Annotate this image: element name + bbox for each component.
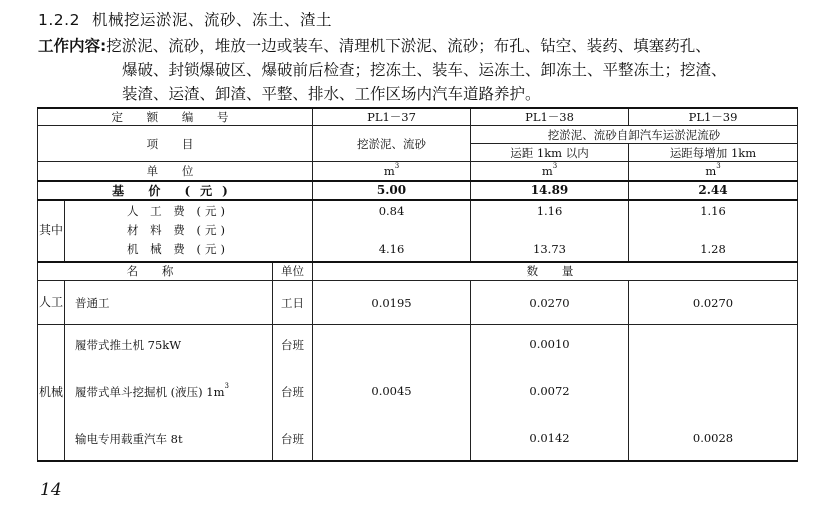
code-pl1-38: PL1－38 xyxy=(471,108,629,126)
quantity-header: 数 量 xyxy=(313,262,798,281)
costs-pl1-39: 1.16 1.28 xyxy=(629,200,798,262)
item-label: 项 目 xyxy=(38,126,313,162)
costs-pl1-38: 1.16 13.73 xyxy=(471,200,629,262)
section-title: 机械挖运淤泥、流砂、冻土、渣土 xyxy=(91,11,332,29)
machine-section-label: 机械 xyxy=(38,325,65,461)
cost-labels xyxy=(65,200,313,262)
costs-pl1-37: 0.84 4.16 xyxy=(313,200,471,262)
quota-table xyxy=(37,107,798,462)
section-number: 1.2.2 xyxy=(38,11,80,29)
labor-qty-pl1-37: 0.0195 xyxy=(313,281,471,325)
machine-qty-pl1-39: 0.0028 xyxy=(629,325,798,461)
code-pl1-37: PL1－37 xyxy=(313,108,471,126)
base-price-label: 基 价 (元) xyxy=(38,181,313,200)
work-content-line-1: 挖淤泥、流砂，堆放一边或装车、清理机下淤泥、流砂；布孔、钻空、装药、填塞药孔、 xyxy=(106,37,711,55)
name-header: 名 称 xyxy=(38,262,273,281)
material-cost-label: 材 料 费 (元) xyxy=(127,223,229,237)
machine-qty-pl1-38: 0.0010 0.0072 0.0142 xyxy=(471,325,629,461)
work-content-line-2: 爆破、封锁爆破区、爆破前后检查；挖冻土、装车、运冻土、卸冻土、平整冻土；挖渣、 xyxy=(122,61,727,79)
section-heading xyxy=(38,8,332,30)
unit-col-header: 单位 xyxy=(273,262,313,281)
among-label: 其中 xyxy=(38,200,65,262)
labor-item-name: 普通工 xyxy=(65,281,273,325)
unit-pl1-39: $m^3$ xyxy=(629,162,798,181)
labor-qty-pl1-39: 0.0270 xyxy=(629,281,798,325)
machine-name-truck: 输电专用载重汽车 8t xyxy=(75,432,183,446)
labor-item-unit: 工日 xyxy=(273,281,313,325)
price-pl1-39: 2.44 xyxy=(629,181,798,200)
quota-no-label: 定 额 编 号 xyxy=(38,108,313,126)
machine-item-names xyxy=(65,325,273,461)
price-pl1-38: 14.89 xyxy=(471,181,629,200)
labor-qty-pl1-38: 0.0270 xyxy=(471,281,629,325)
desc-pl1-37: 挖淤泥、流砂 xyxy=(313,126,471,162)
labor-cost-label: 人 工 费 (元) xyxy=(127,204,229,218)
unit-pl1-37: $m^3$ xyxy=(313,162,471,181)
unit-pl1-38: $m^3$ xyxy=(471,162,629,181)
code-pl1-39: PL1－39 xyxy=(629,108,798,126)
work-content xyxy=(38,34,798,106)
unit-label: 单 位 xyxy=(38,162,313,181)
desc-pl1-39: 运距每增加 1km xyxy=(629,144,798,162)
machine-units: 台班 台班 台班 xyxy=(273,325,313,461)
price-pl1-37: 5.00 xyxy=(313,181,471,200)
machine-name-bulldozer: 履带式推土机 75kW xyxy=(75,338,182,352)
work-content-label: 工作内容: xyxy=(38,37,107,55)
work-content-line-3: 装渣、运渣、卸渣、平整、排水、工作区场内汽车道路养护。 xyxy=(122,85,541,103)
desc-pl1-38: 运距 1km 以内 xyxy=(471,144,629,162)
group-desc: 挖淤泥、流砂自卸汽车运淤泥流砂 xyxy=(471,126,798,144)
machine-qty-pl1-37: 0.0045 xyxy=(313,325,471,461)
labor-section-label: 人工 xyxy=(38,281,65,325)
page-number: 14 xyxy=(40,480,62,500)
machine-name-excavator: 履带式单斗挖掘机 (液压) $1m^3$ xyxy=(75,382,229,399)
machine-cost-label: 机 械 费 (元) xyxy=(127,242,229,256)
